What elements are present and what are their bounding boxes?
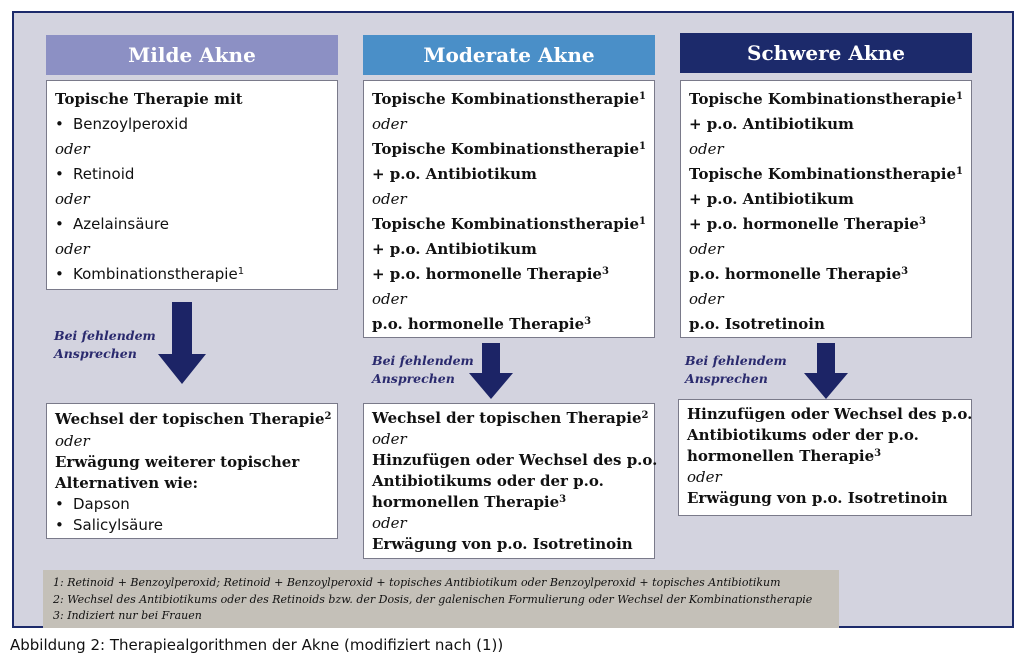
header-mild-acne <box>46 35 338 75</box>
moderate-down-arrow <box>469 343 513 399</box>
mild-response-note: Bei fehlendem Ansprechen <box>54 328 156 361</box>
mild-therapy-box <box>46 80 338 290</box>
separator-oder: oder <box>372 514 407 532</box>
moderate-response-note: Bei fehlendem Ansprechen <box>372 353 474 386</box>
therapy-line: + p.o. Antibiotikum <box>372 240 537 258</box>
fallback-line: Antibiotikums oder der p.o. <box>372 472 604 490</box>
therapy-line: Topische Kombinationstherapie$^1$ <box>372 140 646 158</box>
footnote-1: 1: Retinoid + Benzoylperoxid; Retinoid + Benzoylperoxid + topisches Antibiotikum oder Benzoylperoxid + topisches Antibiotikum <box>53 576 781 589</box>
mild-down-arrow <box>158 302 206 384</box>
fallback-line: Erwägung von p.o. Isotretinoin <box>372 535 633 553</box>
separator-oder: oder <box>55 432 90 450</box>
separator-oder: oder <box>55 190 90 208</box>
fallback-line: hormonellen Therapie$^3$ <box>372 493 567 511</box>
list-item: • Azelainsäure <box>55 215 169 233</box>
fallback-line: Antibiotikums oder der p.o. <box>687 426 919 444</box>
therapy-line: p.o. hormonelle Therapie$^3$ <box>372 315 592 333</box>
therapy-line: Topische Kombinationstherapie$^1$ <box>689 165 963 183</box>
header-moderate-acne <box>363 35 655 75</box>
list-item: • Dapson <box>55 495 130 513</box>
fallback-line: Hinzufügen oder Wechsel des p.o. <box>687 405 973 423</box>
severe-response-note: Bei fehlendem Ansprechen <box>685 353 787 386</box>
separator-oder: oder <box>372 430 407 448</box>
therapy-line: Topische Kombinationstherapie$^1$ <box>372 90 646 108</box>
list-item: • Retinoid <box>55 165 135 183</box>
separator-oder: oder <box>372 290 407 308</box>
fallback-line: Wechsel der topischen Therapie$^2$ <box>372 409 649 427</box>
separator-oder: oder <box>372 190 407 208</box>
fallback-line: hormonellen Therapie$^3$ <box>687 447 882 465</box>
mild-fallback-box <box>46 403 338 539</box>
severe-down-arrow <box>804 343 848 399</box>
list-item: • Kombinationstherapie $^1$ <box>55 265 245 283</box>
list-item: • Benzoylperoxid <box>55 115 188 133</box>
separator-oder: oder <box>55 240 90 258</box>
header-severe-acne-label: Schwere Akne <box>747 41 905 65</box>
therapy-line: + p.o. hormonelle Therapie$^3$ <box>372 265 609 283</box>
separator-oder: oder <box>372 115 407 133</box>
separator-oder: oder <box>689 240 724 258</box>
therapy-line: p.o. Isotretinoin <box>689 315 825 333</box>
fallback-line: Wechsel der topischen Therapie$^2$ <box>55 410 332 428</box>
footnotes-box <box>43 570 839 628</box>
footnote-3: 3: Indiziert nur bei Frauen <box>53 609 202 622</box>
fallback-line: Hinzufügen oder Wechsel des p.o. <box>372 451 658 469</box>
therapy-line: + p.o. Antibiotikum <box>689 115 854 133</box>
separator-oder: oder <box>687 468 722 486</box>
moderate-fallback-box <box>363 403 658 559</box>
fallback-line: Erwägung weiterer topischer <box>55 453 300 471</box>
moderate-therapy-box <box>363 80 655 338</box>
severe-fallback-box <box>678 399 972 516</box>
separator-oder: oder <box>689 140 724 158</box>
separator-oder: oder <box>55 140 90 158</box>
header-moderate-acne-label: Moderate Akne <box>423 43 595 67</box>
therapy-line: p.o. hormonelle Therapie$^3$ <box>689 265 909 283</box>
fallback-line: Erwägung von p.o. Isotretinoin <box>687 489 948 507</box>
header-mild-acne-label: Milde Akne <box>128 43 256 67</box>
footnote-2: 2: Wechsel des Antibiotikums oder des Retinoids bzw. der Dosis, der galenischen Formulierung oder Wechsel der Kombinationstherapie <box>53 592 813 606</box>
therapy-line: Topische Kombinationstherapie$^1$ <box>372 215 646 233</box>
therapy-line: + p.o. Antibiotikum <box>372 165 537 183</box>
severe-therapy-box <box>680 80 972 338</box>
therapy-line: + p.o. hormonelle Therapie$^3$ <box>689 215 926 233</box>
separator-oder: oder <box>689 290 724 308</box>
fallback-line: Alternativen wie: <box>55 474 199 492</box>
figure-caption: Abbildung 2: Therapiealgorithmen der Akne (modifiziert nach (1)) <box>10 636 504 654</box>
list-item: • Salicylsäure <box>55 516 163 534</box>
therapy-line: Topische Kombinationstherapie$^1$ <box>689 90 963 108</box>
mild-therapy-title: Topische Therapie mit <box>55 90 243 108</box>
header-severe-acne <box>680 33 972 73</box>
therapy-line: + p.o. Antibiotikum <box>689 190 854 208</box>
